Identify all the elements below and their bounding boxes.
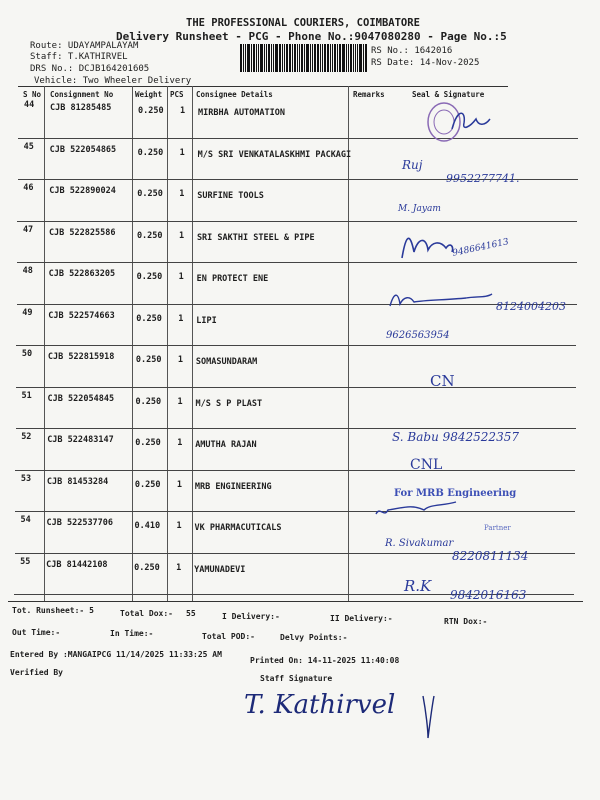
barcode-bar bbox=[286, 44, 288, 72]
row-consignment-no: CJB 522054865 bbox=[49, 144, 117, 155]
row-weight: 0.250 bbox=[135, 355, 162, 365]
row-weight: 0.250 bbox=[137, 147, 164, 158]
barcode-bar bbox=[247, 44, 250, 72]
row-consignment-no: CJB 522054845 bbox=[47, 393, 115, 404]
signature-row47 bbox=[396, 228, 456, 264]
delvy-points: Delvy Points:- bbox=[280, 633, 348, 642]
barcode-bar bbox=[251, 44, 252, 72]
table-row bbox=[0, 100, 600, 142]
barcode-bar bbox=[240, 44, 242, 72]
table-row bbox=[0, 308, 600, 350]
barcode-bar bbox=[327, 44, 329, 72]
row-weight: 0.250 bbox=[135, 438, 161, 448]
row-weight: 0.250 bbox=[136, 230, 163, 241]
signature-row46: M. Jayam bbox=[398, 204, 441, 214]
signature-row45: Ruj bbox=[402, 158, 423, 172]
row-pcs: 1 bbox=[176, 479, 182, 490]
barcode-bar bbox=[350, 44, 352, 72]
barcode-bar bbox=[301, 44, 303, 72]
row-divider bbox=[16, 345, 576, 346]
runsheet-subtitle: Delivery Runsheet - PCG - Phone No.:9047080280 - Page No.:5 bbox=[116, 30, 507, 43]
signature-row52: S. Babu 9842522357 bbox=[392, 430, 519, 444]
drs-number: DRS No.: DCJB164201605 bbox=[30, 64, 150, 74]
barcode-bar bbox=[279, 44, 281, 72]
row-consignee: LIPI bbox=[196, 315, 217, 326]
row-pcs: 1 bbox=[178, 230, 185, 241]
barcode-bar bbox=[337, 44, 338, 72]
barcode-bar bbox=[299, 44, 300, 72]
table-row bbox=[0, 183, 600, 225]
row-consignment-no: CJB 81442108 bbox=[46, 559, 108, 570]
barcode-bar bbox=[332, 44, 333, 72]
footer-rule bbox=[8, 601, 583, 602]
tot-runsheet: Tot. Runsheet:- 5 bbox=[12, 606, 94, 615]
rtn-dox: RTN Dox:- bbox=[444, 617, 488, 626]
row-consignment-no: CJB 81285485 bbox=[50, 103, 112, 113]
row-sno: 55 bbox=[20, 556, 31, 567]
col-seal-signature: Seal & Signature bbox=[412, 90, 485, 99]
col-weight: Weight bbox=[135, 90, 163, 99]
barcode-bar bbox=[357, 44, 359, 72]
entered-by: Entered By :MANGAIPCG 11/14/2025 11:33:25 AM bbox=[10, 650, 222, 659]
row-weight: 0.250 bbox=[138, 106, 164, 116]
row-consignee: MIRBHA AUTOMATION bbox=[198, 108, 285, 118]
barcode-bar bbox=[312, 44, 313, 72]
total-dox-value: 55 bbox=[186, 609, 196, 618]
row-consignment-no: CJB 522890024 bbox=[49, 186, 116, 196]
vehicle-label: Vehicle: Two Wheeler Delivery bbox=[34, 76, 192, 86]
row-consignee: M/S SRI VENKATALASKHMI PACKAGI bbox=[197, 149, 352, 160]
row-sno: 53 bbox=[20, 473, 32, 484]
table-row bbox=[0, 349, 600, 391]
row-pcs: 1 bbox=[178, 313, 184, 324]
row-divider bbox=[17, 262, 577, 263]
row-pcs: 1 bbox=[178, 272, 184, 282]
row-consignment-no: CJB 522825586 bbox=[48, 227, 116, 238]
route-label: Route: UDAYAMPALAYAM bbox=[30, 41, 139, 51]
row-pcs: 1 bbox=[176, 562, 182, 573]
row-consignment-no: CJB 522483147 bbox=[47, 435, 114, 445]
col-remarks: Remarks bbox=[353, 90, 385, 99]
barcode-bar bbox=[359, 44, 362, 72]
barcode-bar bbox=[245, 44, 246, 72]
company-title: THE PROFESSIONAL COURIERS, COIMBATORE bbox=[186, 17, 420, 29]
barcode-bar bbox=[363, 44, 364, 72]
row-consignee: AMUTHA RAJAN bbox=[195, 440, 257, 450]
row-consignee: SOMASUNDARAM bbox=[195, 357, 258, 367]
rs-number: RS No.: 1642016 bbox=[371, 46, 453, 56]
barcode-bar bbox=[365, 44, 367, 72]
barcode-bar bbox=[342, 44, 345, 72]
row-pcs: 1 bbox=[179, 189, 185, 199]
barcode-bar bbox=[355, 44, 356, 72]
row-pcs: 1 bbox=[177, 438, 183, 448]
row-pcs: 1 bbox=[180, 106, 186, 116]
table-row bbox=[0, 225, 600, 267]
barcode-bar bbox=[273, 44, 274, 72]
i-delivery: I Delivery:- bbox=[222, 612, 280, 621]
row-consignee: SRI SAKTHI STEEL & PIPE bbox=[196, 232, 315, 243]
row-pcs: 1 bbox=[179, 147, 185, 158]
signature-tick bbox=[420, 692, 436, 742]
barcode-bar bbox=[294, 44, 296, 72]
row-consignment-no: CJB 81453284 bbox=[46, 476, 109, 487]
total-pod: Total POD:- bbox=[202, 632, 255, 641]
status-row52: CNL bbox=[410, 457, 443, 473]
row-consignee: MRB ENGINEERING bbox=[194, 481, 272, 492]
row-weight: 0.250 bbox=[134, 562, 160, 573]
staff-signature-label: Staff Signature bbox=[260, 674, 333, 683]
barcode-bar bbox=[304, 44, 305, 72]
barcode-bar bbox=[284, 44, 285, 72]
total-dox-label: Total Dox:- bbox=[120, 609, 173, 618]
row-divider bbox=[17, 221, 577, 222]
barcode-bar bbox=[292, 44, 293, 72]
row-sno: 54 bbox=[20, 515, 31, 525]
barcode-bar bbox=[330, 44, 331, 72]
barcode-bar bbox=[317, 44, 319, 72]
barcode-bar bbox=[346, 44, 347, 72]
row-weight: 0.250 bbox=[136, 272, 163, 282]
barcode-bar bbox=[282, 44, 283, 72]
status-row50: CN bbox=[430, 372, 455, 390]
signature-row55: R.K bbox=[404, 577, 432, 595]
header-top-rule bbox=[18, 86, 508, 87]
row-weight: 0.250 bbox=[137, 189, 163, 199]
signature-row49 bbox=[386, 288, 496, 312]
col-consignee: Consignee Details bbox=[196, 90, 273, 99]
row-consignment-no: CJB 522815918 bbox=[47, 352, 115, 362]
partner-label: Partner bbox=[484, 524, 511, 532]
out-time: Out Time:- bbox=[12, 628, 61, 637]
barcode-bar bbox=[306, 44, 309, 72]
row-divider bbox=[15, 470, 575, 471]
row-consignee: EN PROTECT ENE bbox=[196, 274, 269, 284]
barcode-bar bbox=[334, 44, 336, 72]
barcode-bar bbox=[353, 44, 354, 72]
verified-by: Verified By bbox=[10, 668, 63, 677]
barcode-bar bbox=[324, 44, 327, 72]
printed-on: Printed On: 14-11-2025 11:40:08 bbox=[250, 656, 400, 665]
row-weight: 0.250 bbox=[135, 396, 162, 407]
col-consignment: Consignment No bbox=[50, 90, 114, 99]
barcode-bar bbox=[260, 44, 263, 72]
row-pcs: 1 bbox=[176, 521, 182, 531]
barcode-bar bbox=[268, 44, 270, 72]
row-sno: 45 bbox=[23, 141, 34, 152]
barcode-bar bbox=[264, 44, 265, 72]
row-sno: 49 bbox=[22, 307, 33, 318]
row-divider bbox=[15, 511, 575, 512]
mirbha-seal-stamp bbox=[424, 97, 494, 147]
in-time: In Time:- bbox=[110, 629, 154, 638]
row-sno: 48 bbox=[22, 266, 33, 276]
barcode-bar bbox=[310, 44, 311, 72]
barcode-bar bbox=[256, 44, 258, 72]
row-pcs: 1 bbox=[177, 355, 184, 365]
staff-label: Staff: T.KATHIRVEL bbox=[30, 52, 128, 62]
barcode-bar bbox=[320, 44, 321, 72]
row-weight: 0.250 bbox=[136, 313, 162, 324]
barcode-bar bbox=[339, 44, 341, 72]
row-sno: 50 bbox=[21, 349, 33, 359]
row-divider bbox=[18, 138, 578, 139]
barcode-bar bbox=[266, 44, 267, 72]
row-consignee: M/S S P PLAST bbox=[195, 398, 263, 409]
row-sno: 52 bbox=[21, 432, 32, 442]
barcode-bar bbox=[253, 44, 255, 72]
phone-row55: 9842016163 bbox=[450, 588, 527, 602]
row-consignment-no: CJB 522863205 bbox=[48, 269, 116, 279]
row-consignee: VK PHARMACUTICALS bbox=[194, 523, 282, 533]
table-row bbox=[0, 391, 600, 433]
row-pcs: 1 bbox=[177, 396, 183, 407]
row-weight: 0.410 bbox=[134, 521, 161, 531]
barcode bbox=[240, 44, 368, 72]
row-divider bbox=[16, 428, 576, 429]
mrb-engineering-stamp: For MRB Engineering bbox=[394, 488, 517, 499]
row-weight: 0.250 bbox=[134, 479, 161, 490]
col-pcs: PCS bbox=[170, 90, 184, 99]
row-divider bbox=[16, 387, 576, 388]
signature-row54: R. Sivakumar bbox=[385, 538, 454, 549]
row-sno: 51 bbox=[21, 390, 32, 401]
phone-row45: 9952277741. bbox=[446, 172, 520, 185]
barcode-bar bbox=[275, 44, 278, 72]
rs-date: RS Date: 14-Nov-2025 bbox=[371, 58, 480, 68]
barcode-bar bbox=[271, 44, 272, 72]
col-sno: S No bbox=[23, 90, 42, 99]
row-consignee: YAMUNADEVI bbox=[194, 564, 246, 575]
phone2-row49: 9626563954 bbox=[386, 330, 450, 341]
row-sno: 47 bbox=[22, 224, 34, 235]
row-sno: 44 bbox=[24, 100, 35, 110]
barcode-bar bbox=[348, 44, 349, 72]
barcode-bar bbox=[314, 44, 316, 72]
row-consignment-no: CJB 522574663 bbox=[48, 310, 115, 321]
barcode-bar bbox=[258, 44, 259, 72]
row-consignee: SURFINE TOOLS bbox=[197, 191, 264, 201]
staff-signature: T. Kathirvel bbox=[244, 690, 396, 720]
barcode-bar bbox=[322, 44, 323, 72]
barcode-bar bbox=[289, 44, 292, 72]
barcode-bar bbox=[297, 44, 298, 72]
phone-row54: 8220811134 bbox=[452, 549, 529, 563]
signature-row53 bbox=[372, 500, 462, 522]
phone-row49: 8124004203 bbox=[496, 300, 566, 313]
barcode-bar bbox=[243, 44, 244, 72]
row-sno: 46 bbox=[23, 183, 34, 193]
ii-delivery: II Delivery:- bbox=[330, 614, 393, 623]
row-consignment-no: CJB 522537706 bbox=[46, 518, 114, 528]
phone-row47: 9486641613 bbox=[451, 237, 510, 259]
